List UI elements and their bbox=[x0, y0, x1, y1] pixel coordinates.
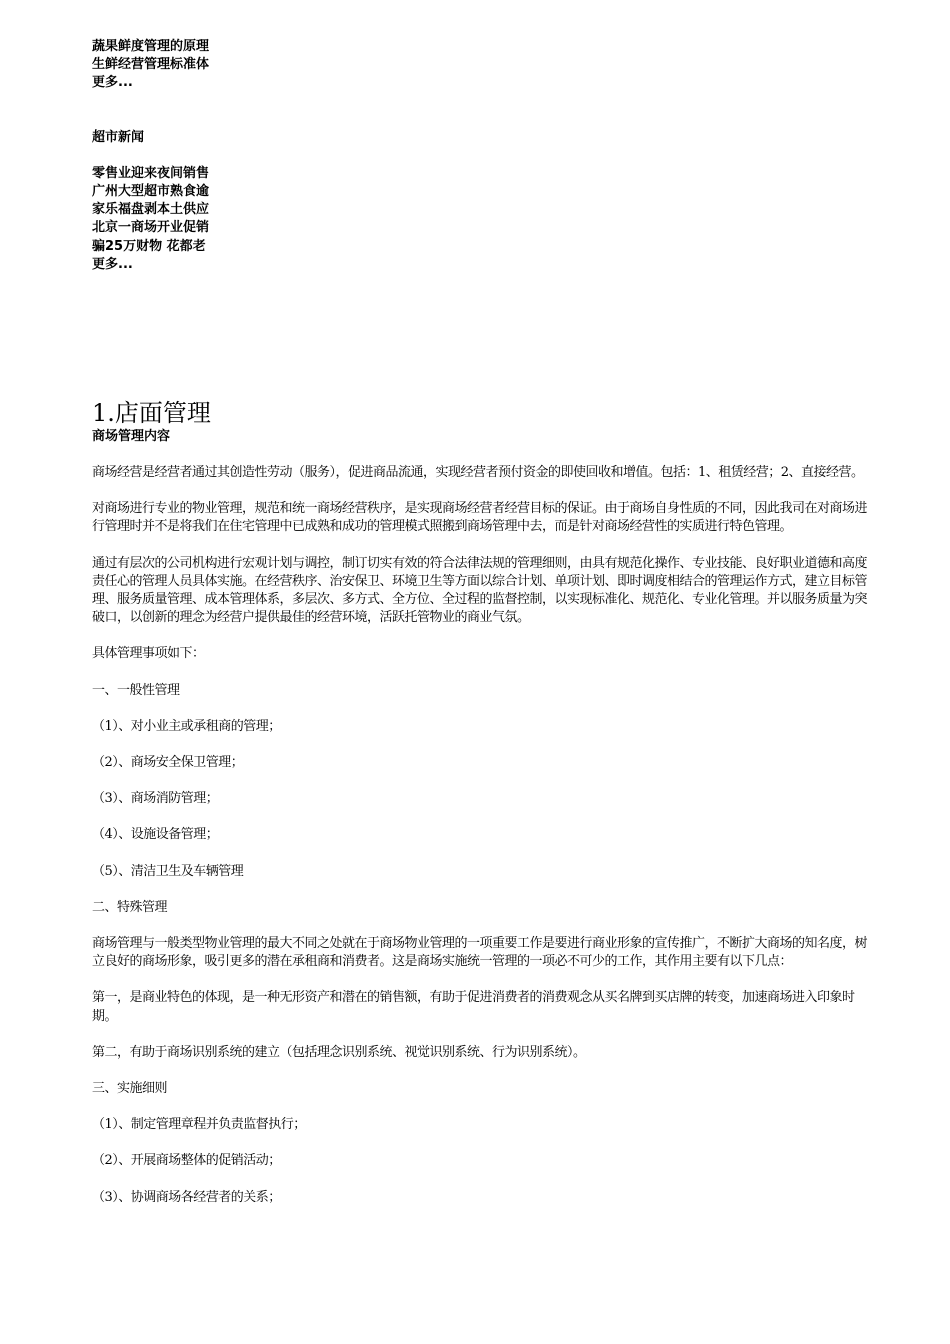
news-section-title: 超市新闻 bbox=[92, 129, 145, 145]
news-link[interactable]: 广州大型超市熟食逾 bbox=[92, 184, 210, 200]
news-link[interactable]: 骗25万财物 花都老 bbox=[92, 238, 206, 254]
news-link[interactable]: 零售业迎来夜间销售 bbox=[92, 165, 210, 181]
section-heading: 二、特殊管理 bbox=[92, 899, 168, 915]
news-link[interactable]: 北京一商场开业促销 bbox=[92, 220, 210, 236]
article-heading: 1.店面管理 bbox=[92, 399, 211, 427]
paragraph: 对商场进行专业的物业管理，规范和统一商场经营秩序，是实现商场经营者经营目标的保证。由于商场自身性质的不同，因此我司在对商场进行管理时并不是将我们在住宅管理中已成熟和成功的管理模式照搬到商场管理中去，而是针对商场经营性的实质进行特色管理。 bbox=[92, 501, 868, 535]
list-item: （1）、对小业主或承租商的管理； bbox=[92, 718, 281, 734]
paragraph: 商场管理与一般类型物业管理的最大不同之处就在于商场物业管理的一项重要工作是要进行商业形象的宣传推广，不断扩大商场的知名度，树立良好的商场形象，吸引更多的潜在承租商和消费者。这是商场实施统一管理的一项必不可少的工作，其作用主要有以下几点： bbox=[92, 936, 868, 970]
paragraph: 第一，是商业特色的体现，是一种无形资产和潜在的销售额，有助于促进消费者的消费观念从买名牌到买店牌的转变，加速商场进入印象时期。 bbox=[92, 990, 855, 1024]
news-more-link[interactable]: 更多... bbox=[92, 256, 133, 272]
article bbox=[92, 398, 870, 1225]
list-item: （3）、协调商场各经营者的关系； bbox=[92, 1189, 281, 1205]
list-item: （3）、商场消防管理； bbox=[92, 791, 219, 807]
list-item: （2）、商场安全保卫管理； bbox=[92, 755, 244, 771]
list-item: （5）、清洁卫生及车辆管理 bbox=[92, 863, 244, 879]
news-link[interactable]: 家乐福盘剥本土供应 bbox=[92, 202, 210, 218]
section-heading: 三、实施细则 bbox=[92, 1081, 168, 1097]
paragraph: 第二，有助于商场识别系统的建立（包括理念识别系统、视觉识别系统、行为识别系统）。 bbox=[92, 1044, 586, 1060]
more-link[interactable]: 更多... bbox=[92, 75, 133, 91]
article-subheading: 商场管理内容 bbox=[92, 429, 171, 444]
sidebar-link[interactable]: 生鲜经营管理标准体 bbox=[92, 57, 210, 73]
section-heading: 一、一般性管理 bbox=[92, 682, 180, 698]
sidebar bbox=[92, 38, 292, 274]
list-item: （1）、制定管理章程并负责监督执行； bbox=[92, 1117, 306, 1133]
paragraph: 具体管理事项如下： bbox=[92, 646, 205, 662]
list-item: （4）、设施设备管理； bbox=[92, 827, 219, 843]
paragraph: 通过有层次的公司机构进行宏观计划与调控，制订切实有效的符合法律法规的管理细则，由具有规范化操作、专业技能、良好职业道德和高度责任心的管理人员具体实施。在经营秩序、治安保卫、环境卫生等方面以综合计划、单项计划、即时调度相结合的管理运作方式，建立目标管理、服务质量管理、成本管理体系，多层次、多方式、全方位、全过程的监督控制，以实现标准化、规范化、专业化管理。并以服务质量为突破口，以创新的理念为经营户提供最佳的经营环境，活跃托管物业的商业气氛。 bbox=[92, 555, 868, 626]
sidebar-link[interactable]: 蔬果鲜度管理的原理 bbox=[92, 39, 210, 54]
list-item: （2）、开展商场整体的促销活动； bbox=[92, 1153, 281, 1169]
paragraph: 商场经营是经营者通过其创造性劳动（服务），促进商品流通，实现经营者预付资金的即使回收和增值。包括：1、租赁经营；2、直接经营。 bbox=[92, 465, 864, 480]
